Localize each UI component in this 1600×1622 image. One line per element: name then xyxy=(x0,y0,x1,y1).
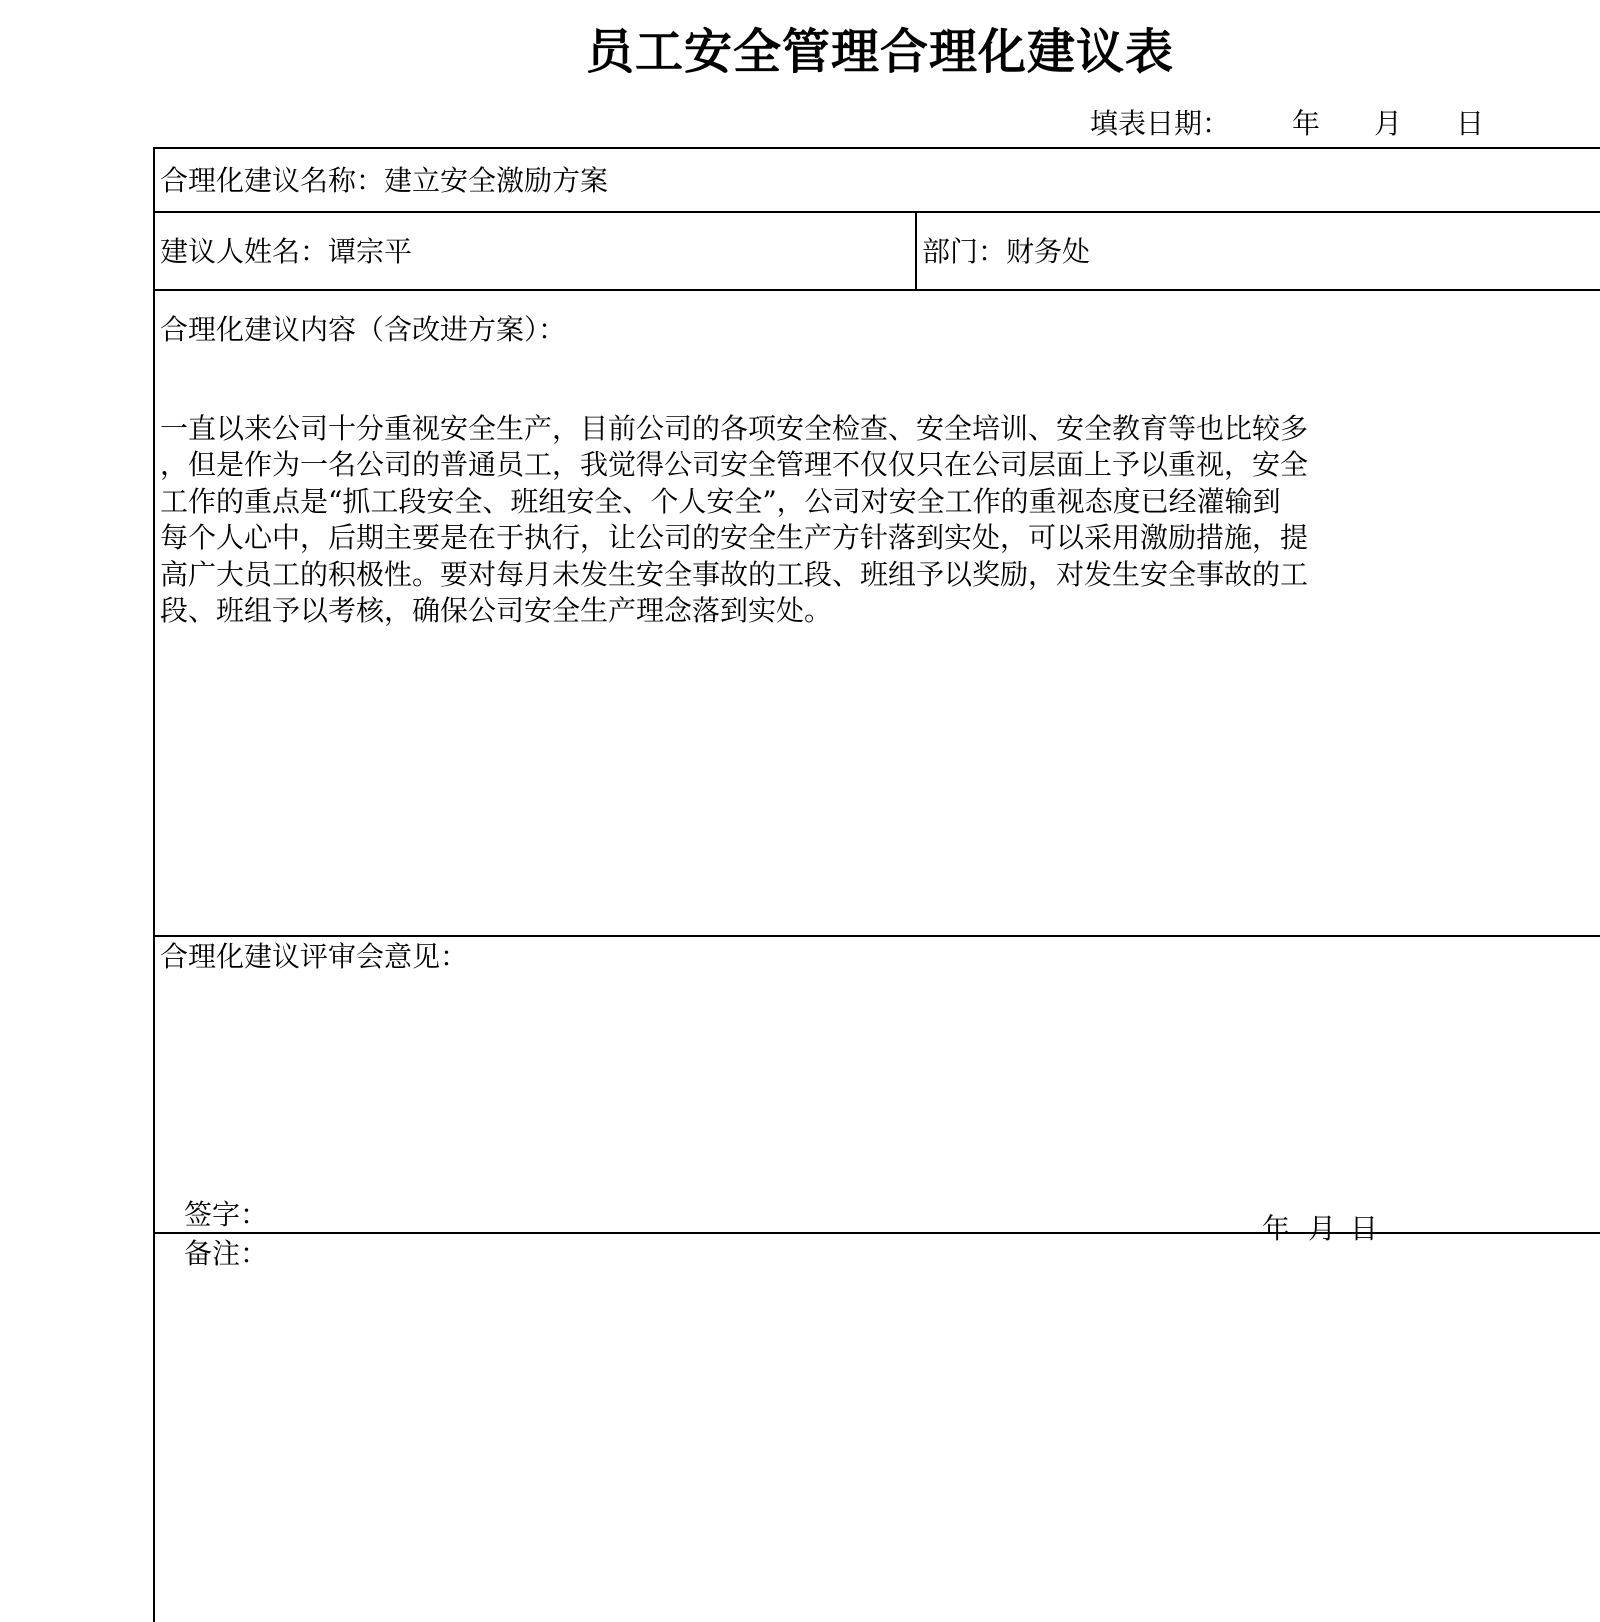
row-divider xyxy=(154,211,1600,213)
sign-date-year: 年 xyxy=(1262,1212,1291,1245)
fill-date-month: 月 xyxy=(1374,107,1403,140)
content-text: 一直以来公司十分重视安全生产，目前公司的各项安全检查、安全培训、安全教育等也比较多 ，但是作为一名公司的普通员工，我觉得公司安全管理不仅仅只在公司层面上予以重视，安全 工作的重点是“抓工段安全、班组安全、个人安全”，公司对安全工作的重视态度已经灌输到 每个人心中，后期主要是在于执行，让公司的安全生产方针落到实处，可以采用激励措施，提 高广大员工的积极性。要对每月未发生安全事故的工段、班组予以奖励，对发生安全事故的工 段、班组予以考核，确保公司安全生产理念落到实处。 xyxy=(160,412,1309,628)
remarks-label: 备注： xyxy=(184,1237,269,1270)
review-label: 合理化建议评审会意见： xyxy=(160,940,469,973)
suggestion-name: 合理化建议名称：建立安全激励方案 xyxy=(160,164,609,197)
sign-date-day: 日 xyxy=(1350,1212,1379,1245)
fill-date-label: 填表日期： xyxy=(1090,107,1231,140)
sign-date-month: 月 xyxy=(1308,1212,1337,1245)
fill-date xyxy=(1090,104,1484,144)
page-title: 员工安全管理合理化建议表 xyxy=(585,24,1174,80)
sign-date xyxy=(1262,1209,1378,1249)
table-left-border xyxy=(153,147,155,1622)
table-top-border xyxy=(154,147,1600,149)
content-label: 合理化建议内容（含改进方案）： xyxy=(160,313,567,346)
department: 部门：财务处 xyxy=(922,235,1091,268)
row-divider xyxy=(154,1232,1600,1234)
column-divider xyxy=(915,211,917,290)
proposer-name: 建议人姓名：谭宗平 xyxy=(160,235,413,268)
fill-date-year: 年 xyxy=(1292,107,1321,140)
signature-label: 签字： xyxy=(184,1198,269,1231)
row-divider xyxy=(154,289,1600,291)
fill-date-day: 日 xyxy=(1456,107,1485,140)
